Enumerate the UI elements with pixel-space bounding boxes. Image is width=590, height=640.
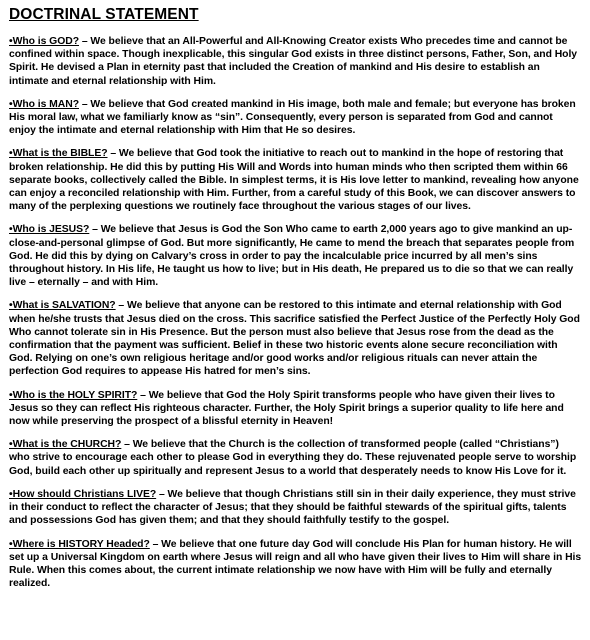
section-man [9,98,582,138]
section-heading: •Who is the HOLY SPIRIT? [9,389,138,401]
section-heading: •Who is JESUS? [9,224,90,236]
section-history [9,538,582,591]
section-church [9,438,582,478]
section-text: – We believe that the Church is the collection of transformed people (called “Christians”) who strive to encourage each other to please God in everything they do. These rejuvenated people serve to worship God, build each other up spiritually and represent Jesus to a world that desperately needs to know His Love for it. [9,439,577,477]
section-salvation [9,299,582,378]
section-holy-spirit [9,389,582,429]
section-christian-living [9,488,582,528]
section-text: – We believe that anyone can be restored to this intimate and eternal relationship with God when he/she trusts that Jesus died on the cross. This sacrifice satisfied the Perfect Justice of the Perfectly Holy God Who cannot tolerate sin in His Presence. But the person must also believe that Jesus rose from the dead as the confirmation that the payment was sufficient. Belief in these two historic events alone secure reconciliation with God. Relying on one’s own religious heritage and/or good works and/or religious rituals can never attain the perfection God requires to appease His hatred for men’s sins. [9,300,580,378]
section-heading: •What is the BIBLE? [9,148,108,160]
section-god [9,35,582,88]
section-text: – We believe that though Christians still sin in their daily experience, they must strive in their conduct to reflect the character of Jesus; that they should be faithful stewards of the spiritual gifts, talents and possessions God has given them; and that they should faithfully testify to the gospel. [9,488,576,527]
section-bible [9,147,582,213]
section-text: – We believe that an All-Powerful and All-Knowing Creator exists Who precedes time and cannot be confined within space. Though inexplicable, this singular God exists in three distinct persons, Father, Son, and Holy Spirit. He devised a Plan in eternity past that included the Creation of mankind and His desire to establish an intimate and eternal relationship with Him. [9,36,578,87]
section-jesus [9,223,582,289]
section-heading: •Who is GOD? [9,36,79,47]
section-heading: •Who is MAN? [9,98,79,110]
section-text: – We believe that Jesus is God the Son Who came to earth 2,000 years ago to give mankind an up-close-and-personal glimpse of God. But more significantly, He came to mend the breach that separates people from God. He did this by dying on Calvary’s cross in order to pay the incalculable price incurred by all men’s sins throughout history. In His life, He taught us how to live; but in His death, He prepared us to die so that we can really live – eternally – and with Him. [9,224,575,289]
section-text: – We believe that God took the initiative to reach out to mankind in the hope of restoring that broken relationship. He did this by putting His Will and Words into human minds who then scripted them within 66 separate books, collectively called the Bible. In simplest terms, it is His love letter to mankind, revealing how anyone can enjoy a reconciled relationship with Him. Further, from a careful study of this Book, we can discover answers to many of the perplexing questions we routinely face throughout the various stages of our lives. [9,148,579,213]
section-text: – We believe that God the Holy Spirit transforms people who have given their lives to Jesus so they can reflect His righteous character. Further, the Holy Spirit brings a superior quality to life here and now while preserving the prospect of a blissful eternity in Heaven! [9,389,564,428]
section-text: – We believe that one future day God will conclude His Plan for human history. He will set up a Universal Kingdom on earth where Jesus will reign and all who have given their lives to Him will share in His Rule. When this comes about, the current intimate relationship we now have with Him will be fully and eternally realized. [9,538,582,590]
section-heading: •Where is HISTORY Headed? [9,538,150,550]
section-text: – We believe that God created mankind in His image, both male and female; but everyone has broken His moral law, what we familiarly know as “sin”. Consequently, every person is separated from God and cannot enjoy the intimate and eternal relationship with Him that He so desires. [9,98,576,137]
section-heading: •How should Christians LIVE? [9,488,157,500]
section-heading: •What is the CHURCH? [9,439,122,451]
section-heading: •What is SALVATION? [9,300,116,312]
document-title: DOCTRINAL STATEMENT [9,6,199,23]
